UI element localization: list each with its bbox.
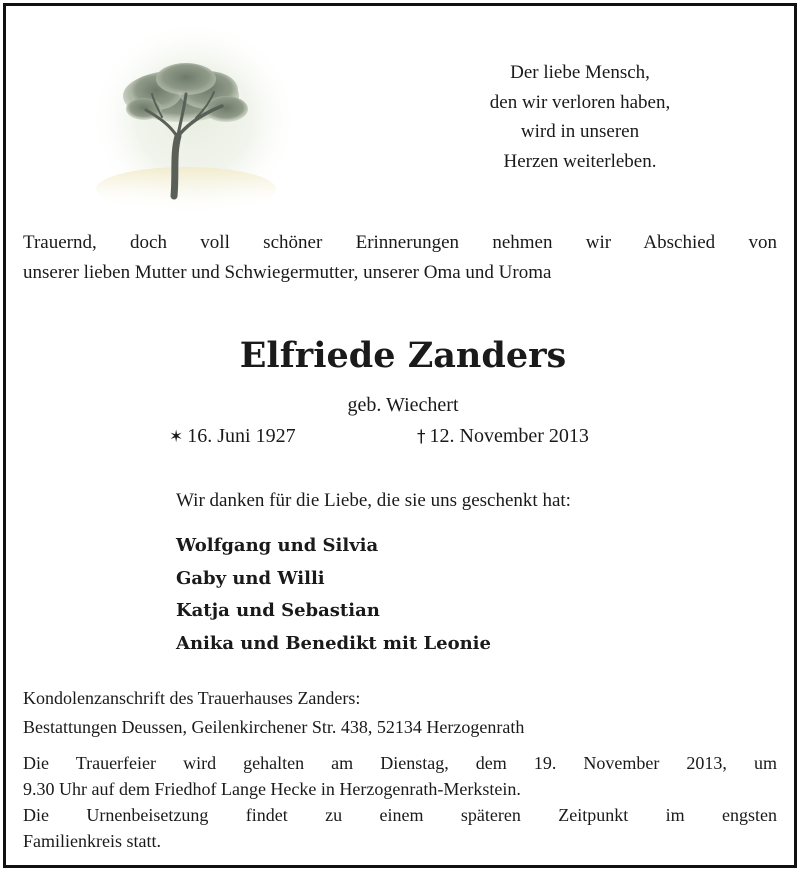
intro-line: Trauernd, doch voll schöner Erinnerungen nehmen wir Abschied von	[23, 232, 777, 253]
death-date	[417, 422, 589, 451]
memorial-quote	[430, 58, 730, 176]
birth-date-text: 16. Juni 1927	[187, 425, 296, 447]
quote-line: wird in unseren	[520, 121, 640, 142]
quote-line: Herzen weiterleben.	[503, 150, 657, 172]
obituary-notice	[3, 3, 797, 868]
ceremony-info	[23, 750, 777, 854]
condolence-line: Bestattungen Deussen, Geilenkirchener Str. 438, 52134 Herzogenrath	[23, 717, 525, 737]
ceremony-line: Die Trauerfeier wird gehalten am Dienstag, dem 19. November 2013, um	[23, 753, 777, 773]
birth-star-icon: ✶	[169, 427, 184, 447]
ceremony-line: 9.30 Uhr auf dem Friedhof Lange Hecke in Herzogenrath-Merkstein.	[23, 779, 521, 799]
birth-date	[169, 422, 296, 451]
quote-line: Der liebe Mensch,	[510, 62, 650, 83]
deceased-name: Elfriede Zanders	[239, 335, 567, 376]
family-member: Wolfgang und Silvia	[176, 535, 379, 556]
intro-text	[23, 228, 777, 288]
condolence-line: Kondolenzanschrift des Trauerhauses Zanders:	[23, 688, 361, 708]
condolence-address	[23, 684, 777, 742]
maiden-name: geb. Wiechert	[347, 394, 459, 416]
intro-line: unserer lieben Mutter und Schwiegermutter, unserer Oma und Uroma	[23, 262, 552, 283]
family-member: Anika und Benedikt mit Leonie	[176, 632, 491, 654]
tree-icon	[76, 14, 316, 224]
family-member: Gaby und Willi	[176, 567, 325, 589]
death-date-text: 12. November 2013	[429, 425, 589, 447]
ceremony-line: Familienkreis statt.	[23, 831, 161, 851]
thanks-text: Wir danken für die Liebe, die sie uns geschenkt hat:	[176, 490, 571, 511]
ceremony-line: Die Urnenbeisetzung findet zu einem späteren Zeitpunkt im engsten	[23, 805, 777, 825]
death-cross-icon: †	[417, 427, 426, 447]
family-member: Katja und Sebastian	[176, 600, 380, 621]
family-list	[176, 530, 491, 660]
quote-line: den wir verloren haben,	[489, 91, 671, 113]
